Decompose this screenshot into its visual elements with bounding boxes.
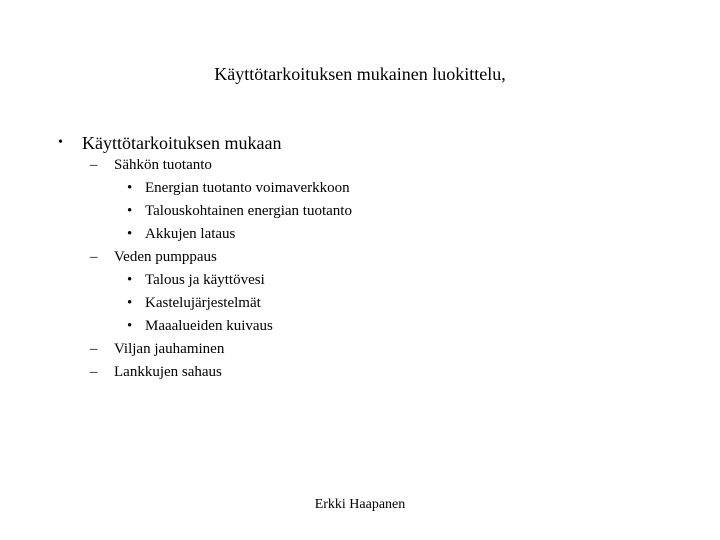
- bullet-icon: •: [127, 203, 133, 219]
- dash-icon: –: [90, 249, 98, 265]
- outline-heading: [58, 131, 282, 155]
- dash-icon: –: [90, 157, 98, 173]
- list-item-text: Akkujen lataus: [145, 226, 236, 242]
- bullet-icon: •: [127, 180, 133, 196]
- outline-heading-text: Käyttötarkoituksen mukaan: [82, 133, 282, 153]
- list-item-text: Talouskohtainen energian tuotanto: [145, 203, 352, 219]
- list-item: [127, 201, 352, 221]
- bullet-icon: •: [58, 135, 63, 150]
- bullet-icon: •: [127, 226, 133, 242]
- list-item-group: [90, 362, 222, 382]
- list-item: [127, 316, 273, 336]
- list-item: [127, 293, 261, 313]
- list-item-text: Maaalueiden kuivaus: [145, 318, 273, 334]
- list-item-text: Talous ja käyttövesi: [145, 272, 265, 288]
- dash-icon: –: [90, 364, 98, 380]
- slide-title: Käyttötarkoituksen mukainen luokittelu,: [214, 64, 506, 84]
- bullet-icon: •: [127, 272, 133, 288]
- bullet-icon: •: [127, 318, 133, 334]
- list-item-group: [90, 339, 225, 359]
- group-label: Sähkön tuotanto: [114, 157, 212, 173]
- list-item: [127, 270, 265, 290]
- list-item-text: Kastelujärjestelmät: [145, 295, 261, 311]
- list-item: [127, 224, 236, 244]
- list-item-group: [90, 247, 217, 267]
- group-label: Veden pumppaus: [114, 249, 217, 265]
- list-item-group: [90, 155, 212, 175]
- list-item-text: Energian tuotanto voimaverkkoon: [145, 180, 350, 196]
- group-label: Lankkujen sahaus: [114, 364, 222, 380]
- dash-icon: –: [90, 341, 98, 357]
- bullet-icon: •: [127, 295, 133, 311]
- footer-author: Erkki Haapanen: [314, 497, 406, 512]
- group-label: Viljan jauhaminen: [114, 341, 225, 357]
- list-item: [127, 178, 350, 198]
